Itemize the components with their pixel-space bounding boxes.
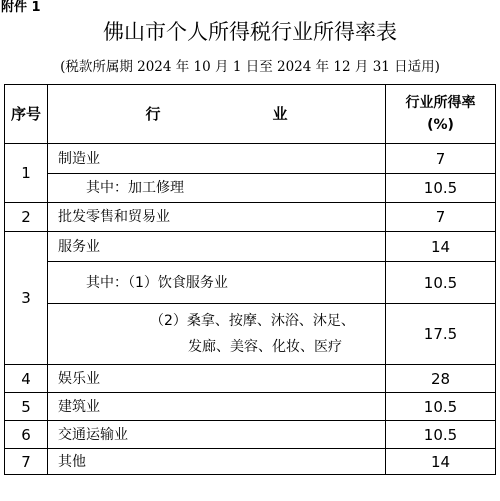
- table-row: [5, 421, 496, 449]
- rate-value: 17.5: [386, 304, 496, 365]
- header-industry-char-1: 行: [145, 105, 161, 123]
- header-rate-line-2: (%): [427, 117, 454, 133]
- table-row: [5, 449, 496, 475]
- header-industry: [48, 85, 386, 144]
- industry-name: [48, 304, 386, 365]
- rate-value: 10.5: [386, 262, 496, 304]
- industry-name: 制造业: [48, 144, 386, 174]
- header-rate: [386, 85, 496, 144]
- table-row: [5, 144, 496, 174]
- table-row: [5, 393, 496, 421]
- rate-value: 7: [386, 144, 496, 174]
- industry-rate-table: [4, 84, 496, 475]
- rate-value: 28: [386, 365, 496, 393]
- row-number: 2: [5, 203, 48, 232]
- row-number: 6: [5, 421, 48, 449]
- row-number: 1: [5, 144, 48, 203]
- rate-value: 10.5: [386, 393, 496, 421]
- table-header-row: [5, 85, 496, 144]
- industry-name-line-2: 发廊、美容、化妆、医疗: [188, 339, 342, 355]
- rate-value: 14: [386, 232, 496, 262]
- header-industry-char-2: 业: [272, 105, 288, 123]
- row-number: 5: [5, 393, 48, 421]
- row-number: 4: [5, 365, 48, 393]
- table-row: [5, 232, 496, 262]
- table-row: [5, 174, 496, 203]
- document-title: 佛山市个人所得税行业所得率表: [103, 20, 397, 44]
- table-row: [5, 262, 496, 304]
- industry-name-line-1: （2）桑拿、按摩、沐浴、沐足、: [150, 313, 355, 329]
- rate-value: 10.5: [386, 421, 496, 449]
- row-number: 3: [5, 232, 48, 365]
- document-subtitle: (税款所属期 2024 年 10 月 1 日至 2024 年 12 月 31 日适用): [60, 59, 440, 75]
- rate-value: 14: [386, 449, 496, 475]
- industry-name: 其他: [48, 449, 386, 475]
- header-rate-line-1: 行业所得率: [405, 95, 476, 111]
- attachment-label: 附件 1: [1, 0, 41, 15]
- rate-value: 7: [386, 203, 496, 232]
- rate-value: 10.5: [386, 174, 496, 203]
- industry-name: 娱乐业: [48, 365, 386, 393]
- industry-name: 批发零售和贸易业: [48, 203, 386, 232]
- table-row: [5, 365, 496, 393]
- table-row: [5, 203, 496, 232]
- industry-name: 建筑业: [48, 393, 386, 421]
- industry-name: 其中：（1）饮食服务业: [48, 262, 386, 304]
- industry-name: 服务业: [48, 232, 386, 262]
- industry-name: 交通运输业: [48, 421, 386, 449]
- industry-name: 其中：加工修理: [48, 174, 386, 203]
- row-number: 7: [5, 449, 48, 475]
- header-serial-number: 序号: [5, 85, 48, 144]
- table-row: [5, 304, 496, 365]
